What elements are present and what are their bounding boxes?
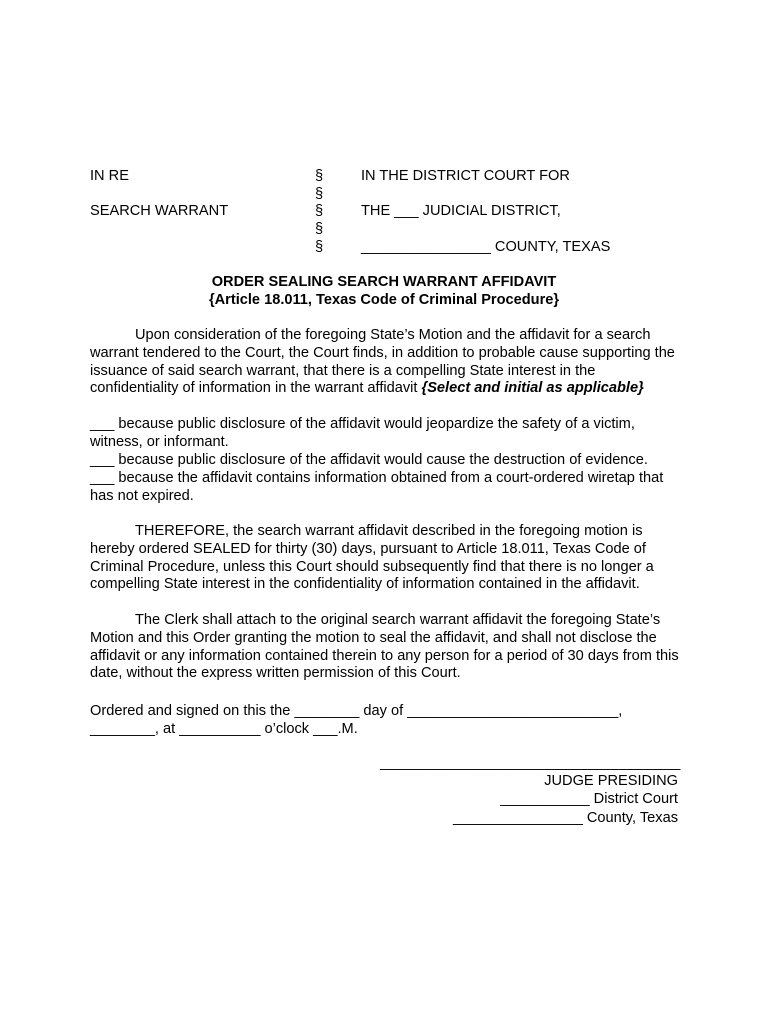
- ordered-time-line: ________, at __________ o’clock ___.M.: [90, 721, 358, 737]
- findings-text: Upon consideration of the foregoing State’s Motion and the affidavit for a search warrant tendered to the Court, the Court finds, in addition to probable cause supporting the issuance of said search warrant, that there is a compelling State interest in the confidentiality of information in the warrant affidavit: [90, 327, 675, 397]
- select-instruction: {Select and initial as applicable}: [421, 380, 644, 397]
- judge-presiding: JUDGE PRESIDING: [544, 773, 678, 789]
- ordered-signed-line: Ordered and signed on this the ________ day of __________________________,: [90, 703, 623, 719]
- caption-court: IN THE DISTRICT COURT FOR: [361, 168, 570, 184]
- district-court-line: ___________ District Court: [500, 791, 678, 807]
- document-title: ORDER SEALING SEARCH WARRANT AFFIDAVIT: [211, 274, 557, 290]
- section-symbol: §: [315, 203, 324, 219]
- clerk-instruction-paragraph: [90, 612, 680, 683]
- option-item: ___ because public disclosure of the affidavit would jeopardize the safety of a victim, witness, or informant.: [90, 416, 635, 450]
- sealing-order-text: THEREFORE, the search warrant affidavit described in the foregoing motion is hereby ordered SEALED for thirty (30) days, pursuant to Article 18.011, Texas Code of Criminal Procedure, unless this Court should subsequently find that there is no longer a compelling State interest in the confidentiality of information contained in the affidavit.: [90, 523, 654, 593]
- section-symbol: §: [315, 186, 324, 202]
- findings-paragraph: [90, 327, 680, 398]
- option-item: ___ because the affidavit contains information obtained from a court-ordered wiretap that has not expired.: [90, 470, 664, 504]
- caption-judicial-district: THE ___ JUDICIAL DISTRICT,: [361, 203, 561, 219]
- sealing-order-paragraph: [90, 523, 680, 594]
- section-symbol: §: [315, 221, 324, 237]
- section-symbol: §: [315, 168, 324, 184]
- county-line: ________________ County, Texas: [452, 810, 678, 826]
- caption-county: ________________ COUNTY, TEXAS: [361, 239, 611, 255]
- caption-in-re: IN RE: [90, 168, 129, 184]
- caption-search-warrant: SEARCH WARRANT: [90, 203, 229, 219]
- signature-line: _____________________________________: [380, 755, 681, 771]
- option-item: ___ because public disclosure of the affidavit would cause the destruction of evidence.: [90, 452, 648, 468]
- clerk-instruction-text: The Clerk shall attach to the original search warrant affidavit the foregoing State’s Motion and this Order granting the motion to seal the affidavit, and shall not disclose the affidavit or any information contained therein to any person for a period of 30 days from this date, without the express written permission of this Court.: [90, 612, 679, 682]
- document-subtitle: {Article 18.011, Texas Code of Criminal Procedure}: [208, 292, 560, 308]
- section-symbol: §: [315, 239, 324, 255]
